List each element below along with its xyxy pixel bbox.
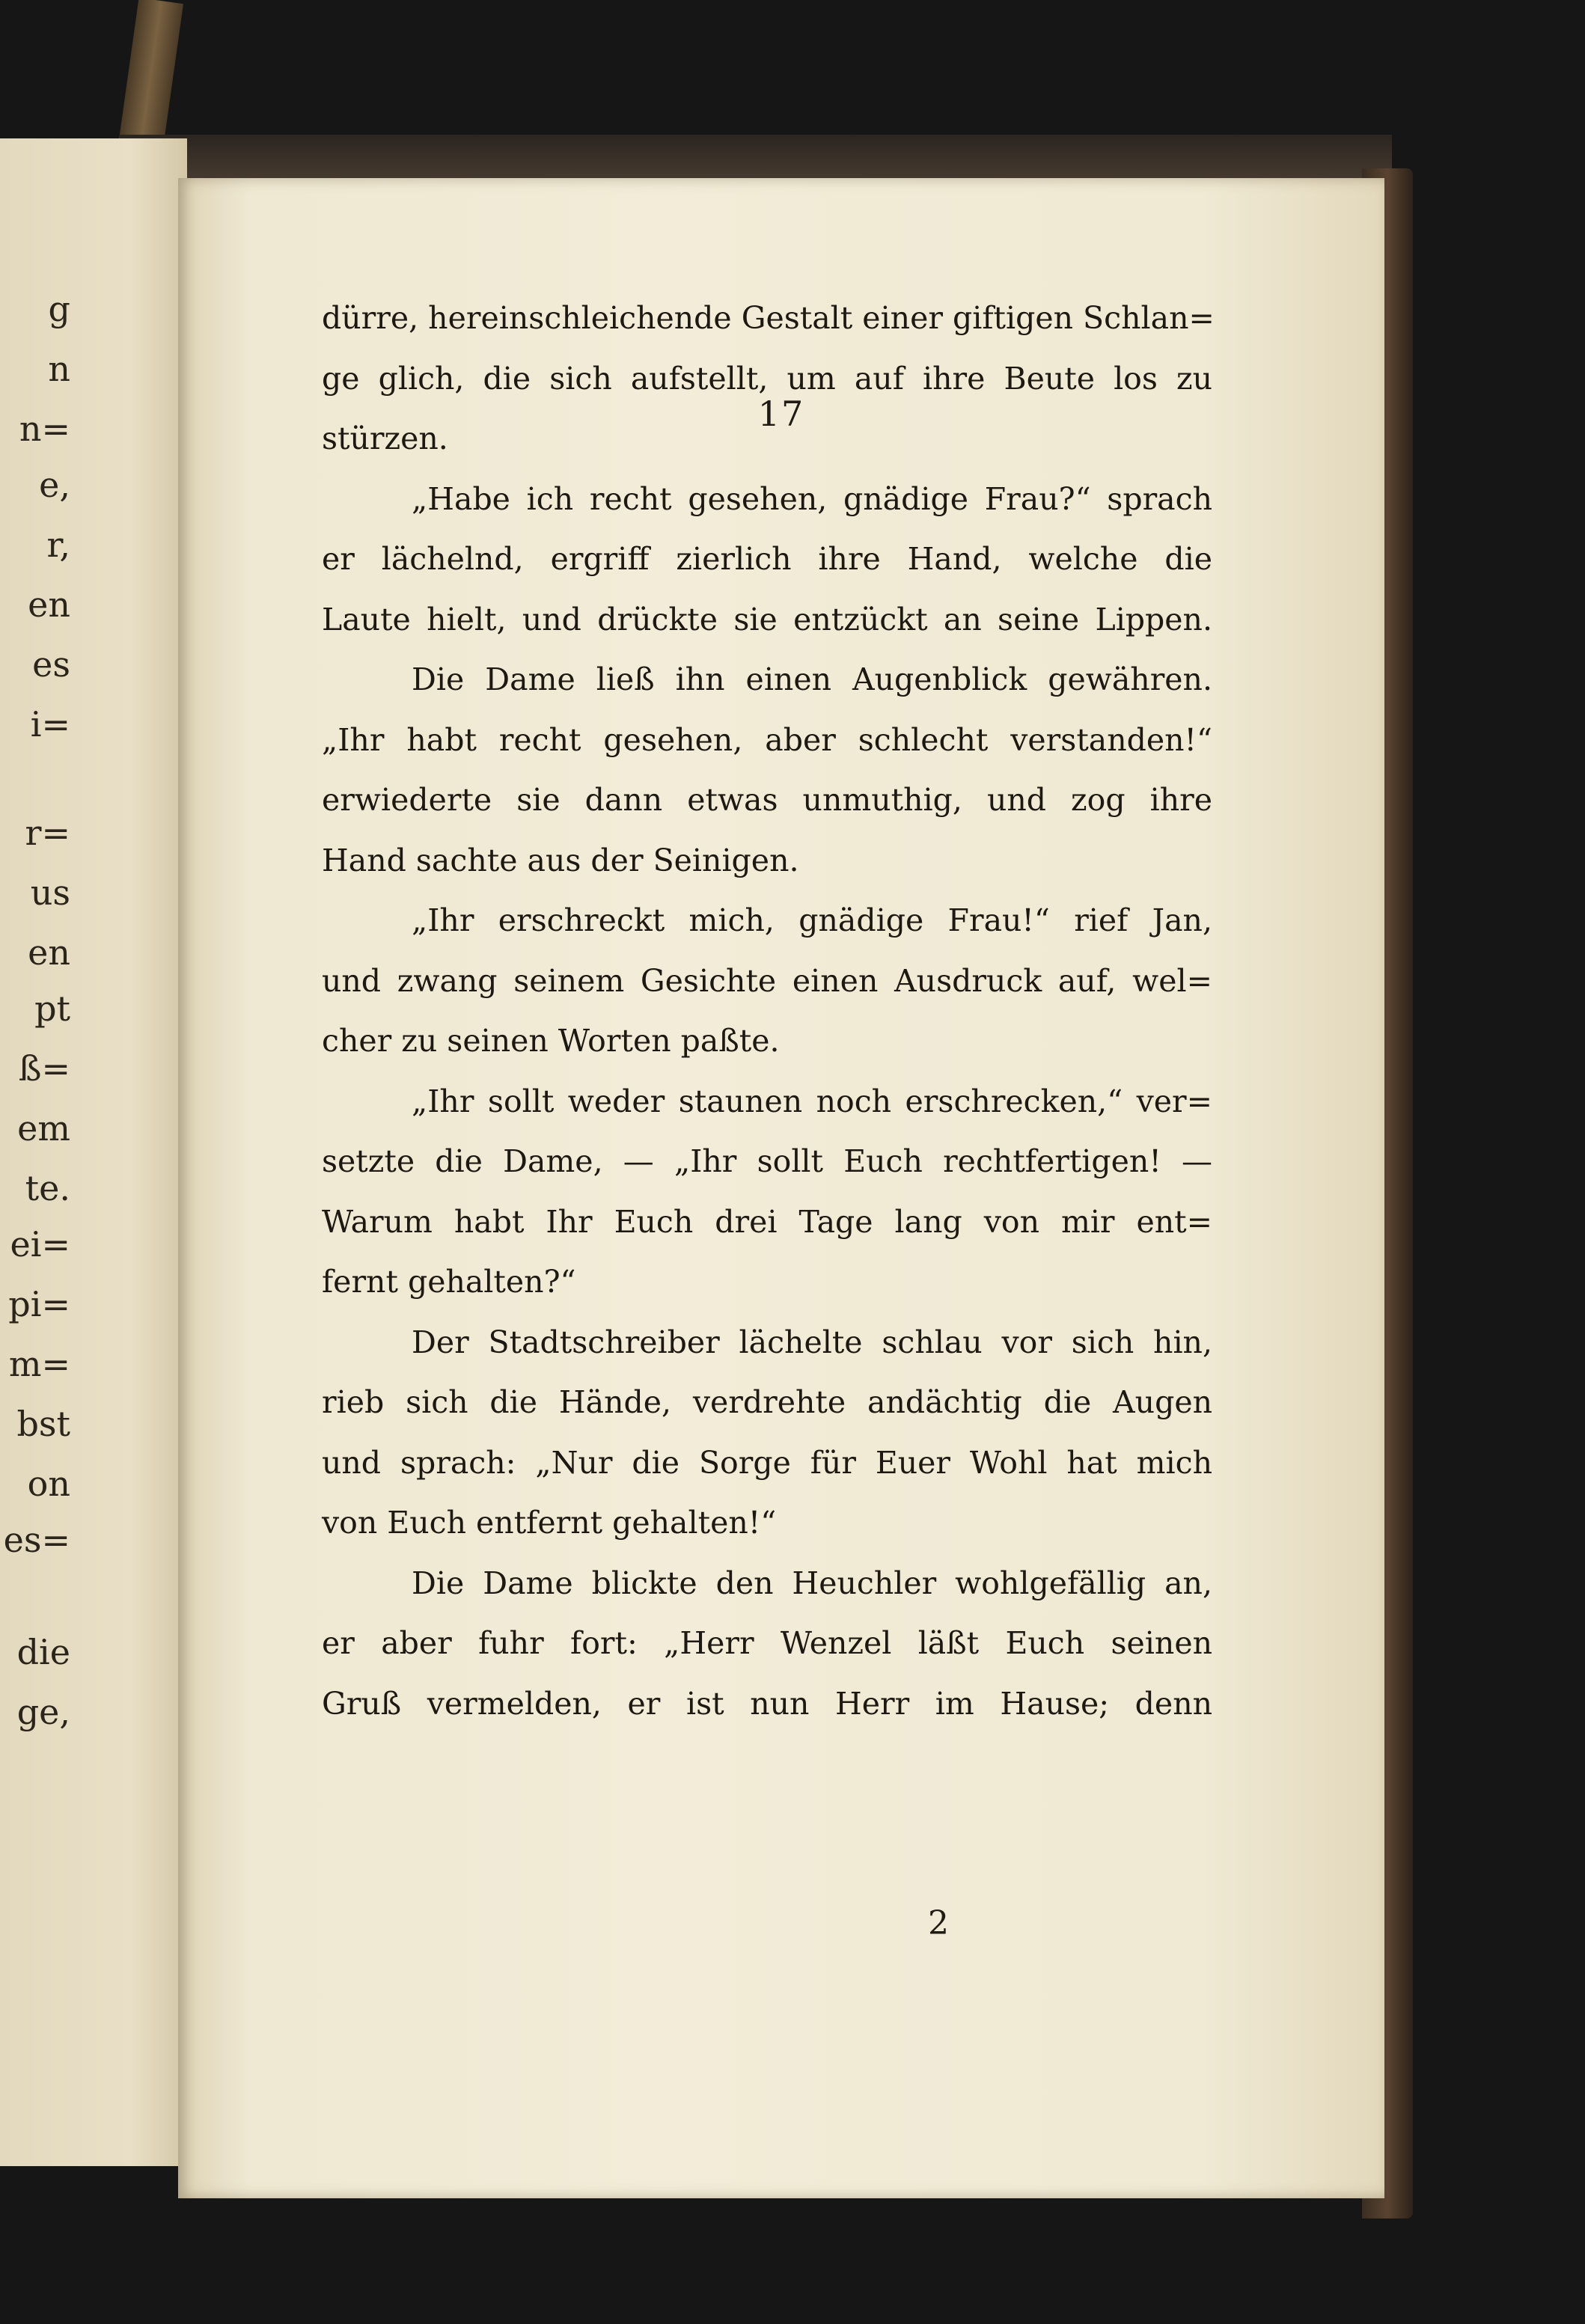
left-page-fragment: pi= xyxy=(8,1284,70,1324)
left-page-fragment: pt xyxy=(34,988,70,1029)
signature-mark: 2 xyxy=(928,1904,949,1942)
left-page-fragment: i= xyxy=(30,704,70,744)
text-line: Gruß vermelden, er ist nun Herr im Hause; denn xyxy=(322,1685,1212,1722)
left-page-fragment: n xyxy=(48,349,70,389)
text-line: rieb sich die Hände, verdrehte andächtig die Augen xyxy=(322,1384,1212,1420)
text-line: „Ihr erschreckt mich, gnädige Frau!“ rief Jan, xyxy=(412,902,1212,938)
text-line: und zwang seinem Gesichte einen Ausdruck auf, wel= xyxy=(322,962,1212,999)
left-page-fragment: us xyxy=(30,872,70,913)
text-line: „Habe ich recht gesehen, gnädige Frau?“ sprach xyxy=(412,480,1212,517)
left-page-fragment: m= xyxy=(8,1344,70,1384)
left-page-fragment: die xyxy=(16,1632,70,1672)
left-page-fragment: bst xyxy=(16,1404,70,1444)
text-line: setzte die Dame, — „Ihr sollt Euch rechtfertigen! — xyxy=(322,1143,1212,1179)
text-line: Die Dame blickte den Heuchler wohlgefällig an, xyxy=(412,1565,1212,1601)
left-page-fragment: ge, xyxy=(16,1692,70,1732)
left-page-fragment: ß= xyxy=(18,1048,70,1089)
book-headband xyxy=(120,135,1392,180)
text-line: cher zu seinen Worten paßte. xyxy=(322,1023,780,1059)
left-page-fragment: ei= xyxy=(10,1224,70,1265)
text-line: er lächelnd, ergriff zierlich ihre Hand, welche die xyxy=(322,541,1212,577)
text-line: fernt gehalten?“ xyxy=(322,1264,576,1300)
text-line: Laute hielt, und drückte sie entzückt an seine Lippen. xyxy=(322,601,1212,637)
left-page-fragment: g xyxy=(48,289,70,329)
text-line: „Ihr sollt weder staunen noch erschrecken,“ ver= xyxy=(412,1083,1212,1119)
left-page-fragment: r= xyxy=(25,813,70,853)
text-line: „Ihr habt recht gesehen, aber schlecht verstanden!“ xyxy=(322,721,1212,758)
text-line: ge glich, die sich aufstellt, um auf ihre Beute los zu xyxy=(322,360,1212,397)
text-line: von Euch entfernt gehalten!“ xyxy=(322,1505,777,1541)
left-page-fragment: en xyxy=(28,584,70,625)
left-page-fragment: on xyxy=(27,1464,70,1504)
left-page-fragment: es= xyxy=(3,1520,70,1560)
left-page-edge xyxy=(0,138,187,2166)
left-page-fragment: es xyxy=(32,644,70,685)
text-line: Hand sachte aus der Seinigen. xyxy=(322,842,799,878)
text-line: dürre, hereinschleichende Gestalt einer giftigen Schlan= xyxy=(322,300,1215,336)
text-line: Warum habt Ihr Euch drei Tage lang von mir ent= xyxy=(322,1203,1212,1240)
text-line: Der Stadtschreiber lächelte schlau vor sich hin, xyxy=(412,1324,1212,1360)
left-page-fragment: en xyxy=(28,932,70,973)
left-page-fragment: e, xyxy=(39,465,70,505)
left-page-fragment: r, xyxy=(46,525,70,565)
left-page-fragment: em xyxy=(17,1108,70,1149)
left-page-fragment: n= xyxy=(19,409,70,449)
text-line: Die Dame ließ ihn einen Augenblick gewähren. xyxy=(412,661,1212,697)
page-number: 17 xyxy=(757,394,805,434)
text-line: stürzen. xyxy=(322,421,448,456)
page-text xyxy=(322,288,1215,1734)
text-line: erwiederte sie dann etwas unmuthig, und zog ihre xyxy=(322,782,1212,818)
text-line: und sprach: „Nur die Sorge für Euer Wohl hat mich xyxy=(322,1444,1212,1481)
left-page-fragment: te. xyxy=(25,1168,70,1208)
text-line: er aber fuhr fort: „Herr Wenzel läßt Euch seinen xyxy=(322,1625,1212,1661)
